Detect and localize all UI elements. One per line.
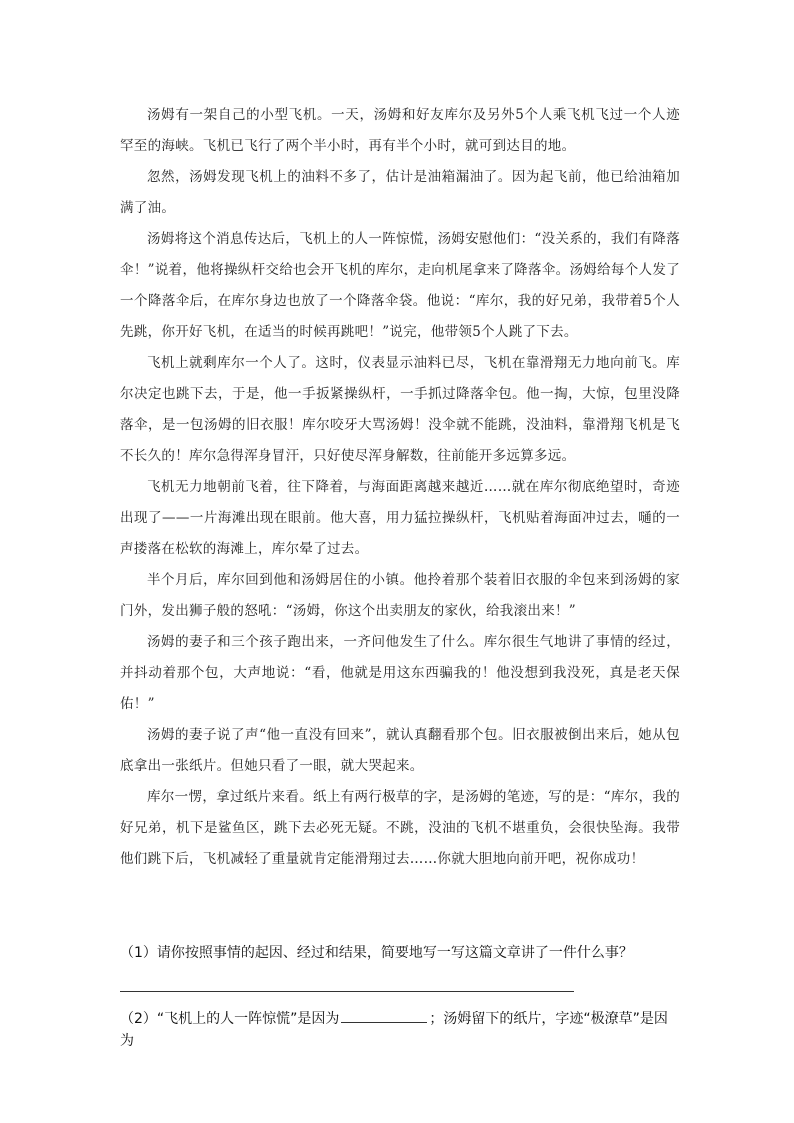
paragraph-6: 半个月后，库尔回到他和汤姆居住的小镇。他拎着那个装着旧衣服的伞包来到汤姆的家门外，发出狮子般的怒吼：“汤姆，你这个出卖朋友的家伙，给我滚出来！” <box>120 572 680 619</box>
paragraph-3: 汤姆将这个消息传达后，飞机上的人一阵惊慌，汤姆安慰他们：“没关系的，我们有降落伞！”说着，他将操纵杆交给也会开飞机的库尔，走向机尾拿来了降落伞。汤姆给每个人发了一个降落伞后，在库尔身边也放了一个降落伞袋。他说：“库尔，我的好兄弟，我带着5个人先跳，你开好飞机，在适当的时候再跳吧！”说完，他带领5个人跳了下去。 <box>120 231 680 340</box>
paragraph-4: 飞机上就剩库尔一个人了。这时，仪表显示油料已尽，飞机在靠滑翔无力地向前飞。库尔决定也跳下去，于是，他一手扳紧操纵杆，一手抓过降落伞包。他一掏，大惊，包里没降落伞，是一包汤姆的旧衣服！库尔咬牙大骂汤姆！没伞就不能跳，没油料，靠滑翔飞机是飞不长久的！库尔急得浑身冒汗，只好使尽浑身解数，往前能开多远算多远。 <box>120 355 680 464</box>
question-2-part-2: ；汤姆留下的纸片，字迹“极潦草”是因为 <box>120 1011 668 1049</box>
paragraph-1: 汤姆有一架自己的小型飞机。一天，汤姆和好友库尔及另外5个人乘飞机飞过一个人迹罕至的海峡。飞机已飞行了两个半小时，再有半个小时，就可到达目的地。 <box>120 107 680 154</box>
question-1: （1）请你按照事情的起因、经过和结果，简要地写一写这篇文章讲了一件什么事？ <box>120 945 633 961</box>
question-2-part-1: （2）“飞机上的人一阵惊慌”是因为 <box>120 1011 340 1027</box>
story-text <box>120 100 680 875</box>
question-2 <box>120 1008 680 1052</box>
paragraph-7: 汤姆的妻子和三个孩子跑出来，一齐问他发生了什么。库尔很生气地讲了事情的经过，并抖动着那个包，大声地说：“看，他就是用这东西骗我的！他没想到我没死，真是老天保佑！” <box>120 634 680 712</box>
paragraph-8: 汤姆的妻子说了声“他一直没有回来”，就认真翻看那个包。旧衣服被倒出来后，她从包底拿出一张纸片。但她只看了一眼，就大哭起来。 <box>120 727 680 774</box>
paragraph-9: 库尔一愣，拿过纸片来看。纸上有两行极草的字，是汤姆的笔迹，写的是：“库尔，我的好兄弟，机下是鲨鱼区，跳下去必死无疑。不跳，没油的飞机不堪重负，会很快坠海。我带他们跳下后，飞机减轻了重量就肯定能滑翔过去……你就大胆地向前开吧，祝你成功！ <box>120 789 680 867</box>
paragraph-2: 忽然，汤姆发现飞机上的油料不多了，估计是油箱漏油了。因为起飞前，他已给油箱加满了油。 <box>120 169 680 216</box>
paragraph-5: 飞机无力地朝前飞着，往下降着，与海面距离越来越近……就在库尔彻底绝望时，奇迹出现了——一片海滩出现在眼前。他大喜，用力猛拉操纵杆，飞机贴着海面冲过去，嗵的一声搂落在松软的海滩上，库尔晕了过去。 <box>120 479 680 557</box>
answer-blank-2a[interactable] <box>341 1008 427 1023</box>
answer-line-1[interactable] <box>120 991 574 992</box>
